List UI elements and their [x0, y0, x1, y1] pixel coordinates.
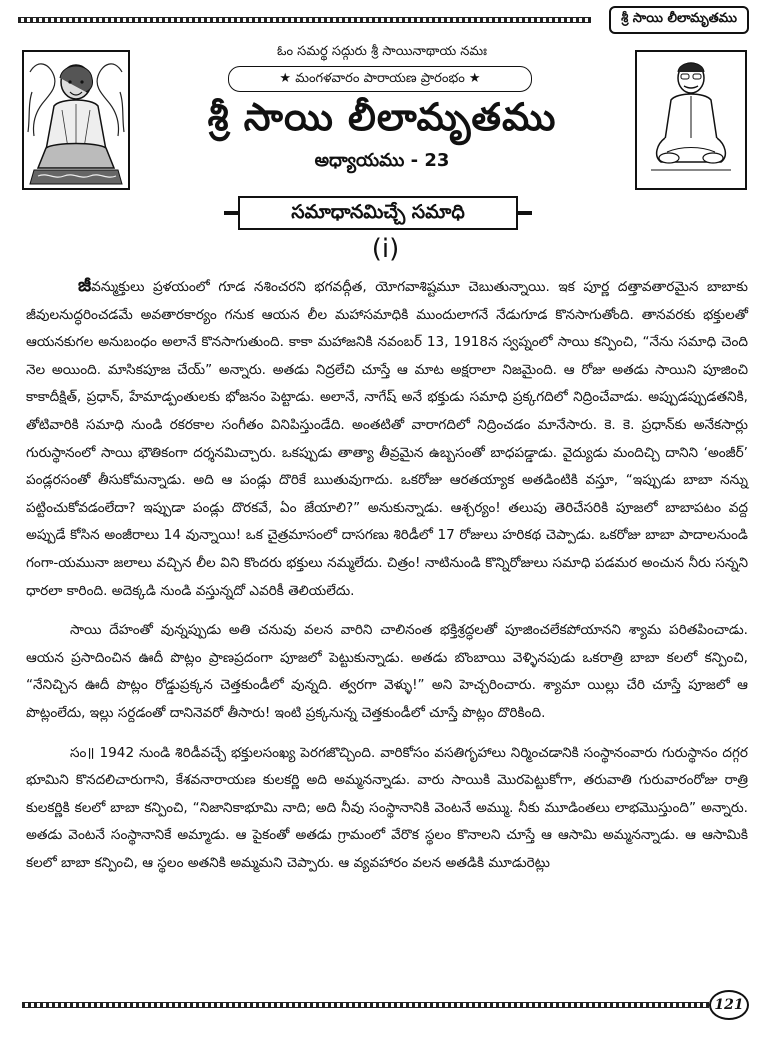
chapter-subtitle: సమాధానమిచ్చే సమాధి: [238, 196, 518, 230]
paragraph: [26, 272, 748, 605]
paragraph: [26, 740, 748, 878]
running-title: శ్రీ సాయి లీలామృతము: [609, 6, 749, 34]
paragraph-text: వన్ముక్తులు ప్రళయంలో గూడ నశించరని భగవద్గీత, యోగవాశిష్టమూ చెబుతున్నాయి. ఇక పూర్ణ దత్తావతారమైన బాబాకు జీవులనుద్ధరించడమే అవతారకార్యం గనుక ఆయన లీల మహాసమాధికి ముందులాగనే నేడుగూడ కొనసాగుతోంది. తానవరకు భక్తులతో ఆయనకుగల అనుబంధం అలానే కొనసాగుతుంది. కాకా మహాజనికి నవంబర్ 13, 1918న స్వప్నంలో సాయి కన్పించి, “నేను సమాధి చెంది నెల అయింది. మాసికపూజ చేయ్” అన్నారు. అతడు నిద్రలేచి చూస్తే ఆ మాట అక్షరాలా నిజమైంది. ఆ రోజు అతడు సాయిని పూజించి కాకాదీక్షిత్, ప్రధాన్, హేమాడ్పంతులకు భోజనం పెట్టాడు. అలానే, నాగేష్ అనే భక్తుడు సమాధి ప్రక్కగదిలో నిద్రించేవాడు. అప్పుడప్పుడతనికి, తోటివారికి సమాధి నుండి రకరకాల సంగీతం వినిపిస్తుండేది. అంతటితో వారాగదిలో నిద్రించడం మానేసారు. కె. కె. ప్రధాన్‌కు అనేకసార్లు గురుస్థానంలో సాయి భౌతికంగా దర్శనమిచ్చారు. ఒకప్పుడు తాత్యా తీవ్రమైన ఉబ్బసంతో బాధపడ్డాడు. వైద్యుడు మందిచ్చి దానిని ‘అంజీర్’ పండ్లరసంతో తీసుకోమన్నాడు. అది ఆ పండ్లు దొరికే ఋతువుగాదు. ఒకరోజు ఆరతయ్యాక అతడింటికి వస్తూ, “ఇప్పుడు బాబా నన్ను పట్టించుకోవడంలేదా? ఇప్పుడా పండ్లు దొరకవే, ఏం జేయాలి?” అనుకున్నాడు. ఆశ్చర్యం! తలుపు తెరిచేసరికి పూజలో బాబాపటం వద్ద అప్పుడే కోసిన అంజీరాలు 14 వున్నాయి! ఒక చైత్రమాసంలో దాసగణు శిరిడీలో 17 రోజులు హరికథ చెప్పాడు. ఒకరోజు బాబా పాదాలనుండి గంగా-యమునా జలాలు వచ్చిన లీల విని కొందరు భక్తులు నమ్మలేదు. చిత్రం! నాటినుండి కొన్నిరోజులు సమాధి పడమర అంచున నీరు సన్నని ధారలా కారింది. అదెక్కడి నుండి వస్తున్నదో ఎవరికీ తెలియలేదు.: [26, 279, 748, 599]
header-decorative-rule: [18, 17, 591, 23]
running-header: [18, 6, 749, 32]
paragraph-text: సాయి దేహంతో వున్నప్పుడు అతి చనువు వలన వారిని చాలినంత భక్తిశ్రద్ధలతో పూజించలేకపోయానని శ్యామ పరితపించాడు. ఆయన ప్రసాదించిన ఊదీ పొట్లం ప్రాణప్రదంగా పూజలో పెట్టుకున్నాడు. అతడు బొంబాయి వెళ్ళినపుడు ఒకరాత్రి బాబా కలలో కన్పించి, “నేనిచ్చిన ఊదీ పొట్లం రోడ్డుప్రక్కన చెత్తకుండీలో వున్నది. త్వరగా వెళ్ళు!” అని హెచ్చరించారు. శ్యామా యిల్లు చేరి చూస్తే పూజలో ఆ పొట్లంలేదు, ఇల్లు సర్దడంతో దానినెవరో తీసారు! ఇంటి ప్రక్కనున్న చెత్తకుండీలో చూస్తే పొట్లం దొరికింది.: [26, 622, 748, 721]
chapter-body: [26, 272, 748, 889]
book-title: శ్రీ సాయి లీలామృతము: [207, 95, 557, 139]
author-portrait: [635, 50, 747, 190]
drop-cap: జీ: [78, 275, 92, 296]
sai-baba-portrait: [22, 50, 130, 190]
footer-decorative-rule: [22, 1002, 709, 1008]
invocation-line: ఓం సమర్థ సద్గురు శ్రీ సాయినాథాయ నమః: [276, 44, 488, 59]
paragraph-text: సం॥ 1942 నుండి శిరిడీవచ్చే భక్తులసంఖ్య పెరగజొచ్చింది. వారికోసం వసతిగృహాలు నిర్మించడానికి సంస్థానంవారు గురుస్థానం దగ్గర భూమిని కొనదలిచారుగాని, కేశవనారాయణ కులకర్ణి అది అమ్మనన్నాడు. వారు సాయికి మొరపెట్టుకోగా, తరువాతి గురువారంరోజు రాత్రి కులకర్ణికి కలలో బాబా కన్పించి, “నిజానికాభూమి నాది; అది నీవు సంస్థానానికి వెంటనే అమ్ము. నీకు మూడింతలు లాభమొస్తుంది” అన్నారు. అతడు వెంటనే సంస్థానానికే అమ్మాడు. ఆ పైకంతో అతడు గ్రామంలో వేరొక స్థలం కొనాలని చూస్తే ఆ ఆసామి అమ్మనన్నాడు. ఆ ఆసామికి కలలో బాబా కన్పించి, ఆ స్థలం అతనికి అమ్మమని చెప్పారు. ఆ వ్యవహారం వలన అతడికి మూడురెట్లు: [26, 744, 748, 871]
paragraph: [26, 617, 748, 727]
section-number: (i): [371, 234, 400, 264]
parayanam-ribbon: ★ మంగళవారం పారాయణ ప్రారంభం ★: [228, 66, 532, 92]
page-number: 121: [709, 990, 749, 1020]
chapter-heading: అధ్యాయము - 23: [314, 150, 450, 171]
